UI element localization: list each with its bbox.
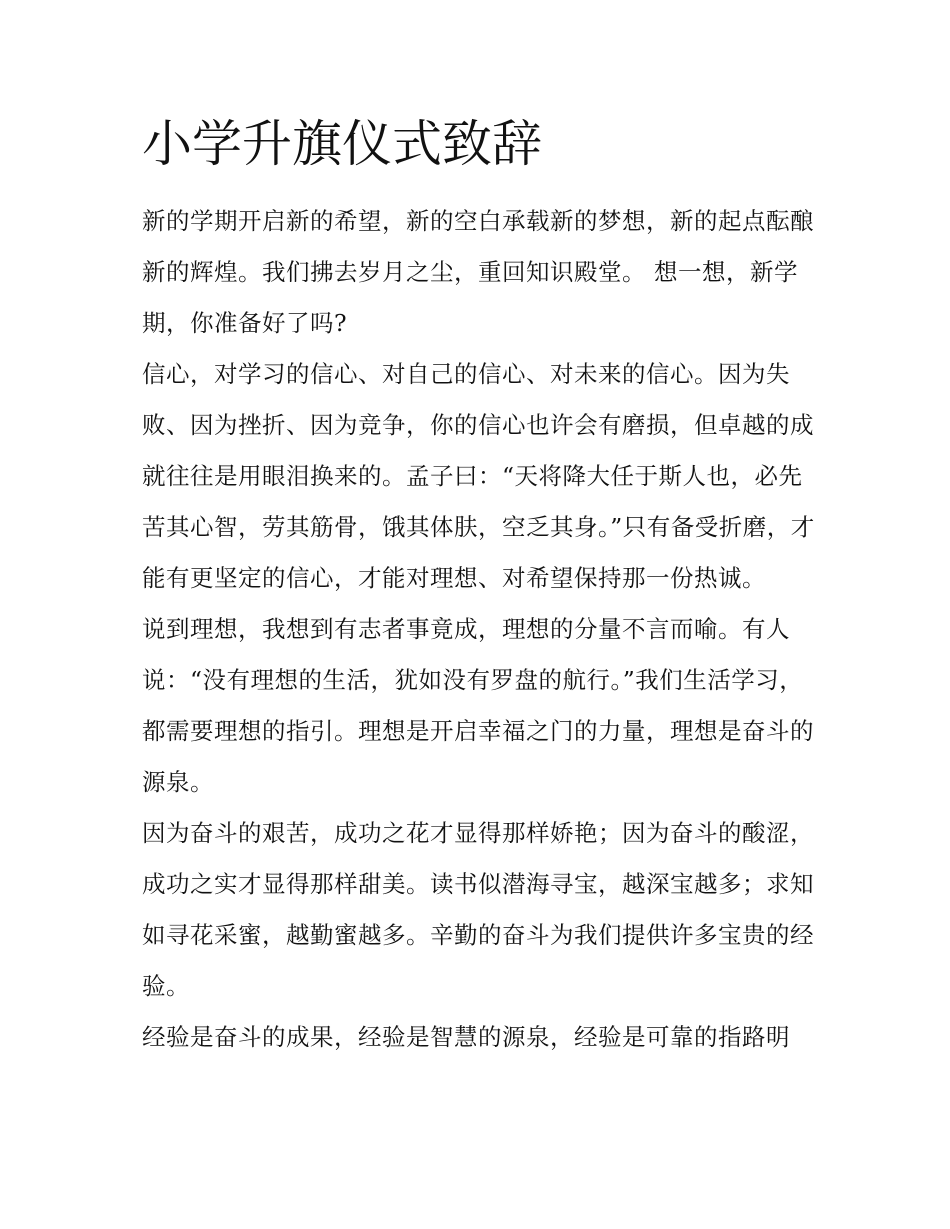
paragraph-new-semester: 新的学期开启新的希望，新的空白承载新的梦想，新的起点酝酿新的辉煌。我们拂去岁月之尘，重回知识殿堂。 想一想，新学期，你准备好了吗? (142, 207, 814, 337)
paragraph-experience: 经验是奋斗的成果，经验是智慧的源泉，经验是可靠的指路明 (142, 1023, 790, 1051)
paragraph-ideals: 说到理想，我想到有志者事竟成，理想的分量不言而喻。有人说：“没有理想的生活，犹如没有罗盘的航行。”我们生活学习，都需要理想的指引。理想是开启幸福之门的力量，理想是奋斗的源泉。 (142, 615, 814, 796)
document-title: 小学升旗仪式致辞 (142, 115, 542, 173)
paragraph-struggle: 因为奋斗的艰苦，成功之花才显得那样娇艳；因为奋斗的酸涩，成功之实才显得那样甜美。读书似潜海寻宝，越深宝越多；求知如寻花采蜜，越勤蜜越多。辛勤的奋斗为我们提供许多宝贵的经验。 (142, 819, 814, 1000)
document-body (142, 108, 822, 1063)
paragraph-confidence: 信心，对学习的信心、对自己的信心、对未来的信心。因为失败、因为挫折、因为竞争，你的信心也许会有磨损，但卓越的成就往往是用眼泪换来的。孟子曰：“天将降大任于斯人也，必先苦其心智，劳其筋骨，饿其体肤，空乏其身。”只有备受折磨，才能有更坚定的信心，才能对理想、对希望保持那一份热诚。 (142, 360, 815, 592)
